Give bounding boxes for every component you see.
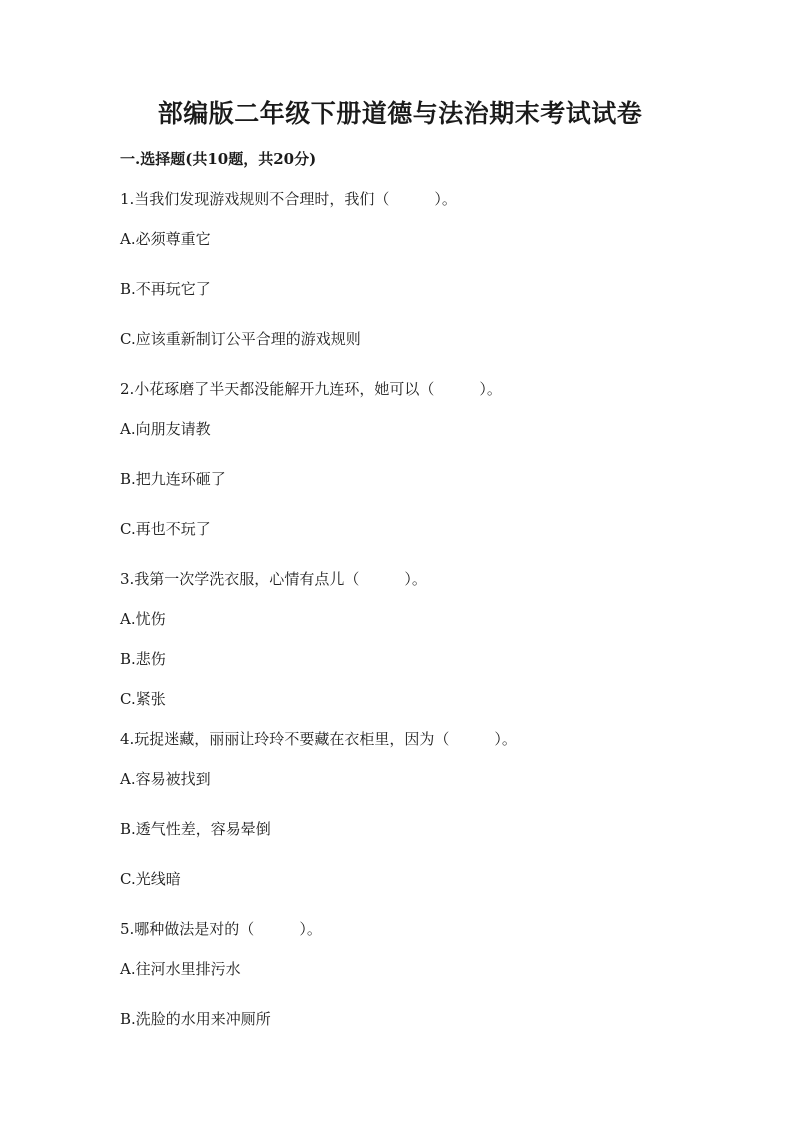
question-5-stem: 5.哪种做法是对的（ ）。: [120, 920, 322, 938]
question-3-option-b: B.悲伤: [120, 650, 166, 668]
question-4-stem: 4.玩捉迷藏，丽丽让玲玲不要藏在衣柜里，因为（ ）。: [120, 730, 517, 748]
page-title: 部编版二年级下册道德与法治期末考试试卷: [157, 99, 643, 128]
section-heading: 一.选择题(共10题，共20分): [120, 150, 317, 168]
question-2-option-a: A.向朋友请教: [120, 420, 211, 438]
question-3-option-c: C.紧张: [120, 690, 166, 708]
question-3-option-a: A.忧伤: [120, 610, 166, 628]
question-4-option-b: B.透气性差，容易晕倒: [120, 820, 271, 838]
question-1-option-a: A.必须尊重它: [120, 230, 211, 248]
question-2-option-b: B.把九连环砸了: [120, 470, 226, 488]
question-1-stem: 1.当我们发现游戏规则不合理时，我们（ ）。: [120, 190, 457, 208]
question-5-option-b: B.洗脸的水用来冲厕所: [120, 1010, 271, 1028]
question-1-option-b: B.不再玩它了: [120, 280, 211, 298]
question-4-option-a: A.容易被找到: [120, 770, 211, 788]
question-1-option-c: C.应该重新制订公平合理的游戏规则: [120, 330, 361, 348]
question-4-option-c: C.光线暗: [120, 870, 181, 888]
question-3-stem: 3.我第一次学洗衣服，心情有点儿（ ）。: [120, 570, 427, 588]
question-2-stem: 2.小花琢磨了半天都没能解开九连环，她可以（ ）。: [120, 380, 502, 398]
question-5-option-a: A.往河水里排污水: [120, 960, 241, 978]
question-2-option-c: C.再也不玩了: [120, 520, 211, 538]
